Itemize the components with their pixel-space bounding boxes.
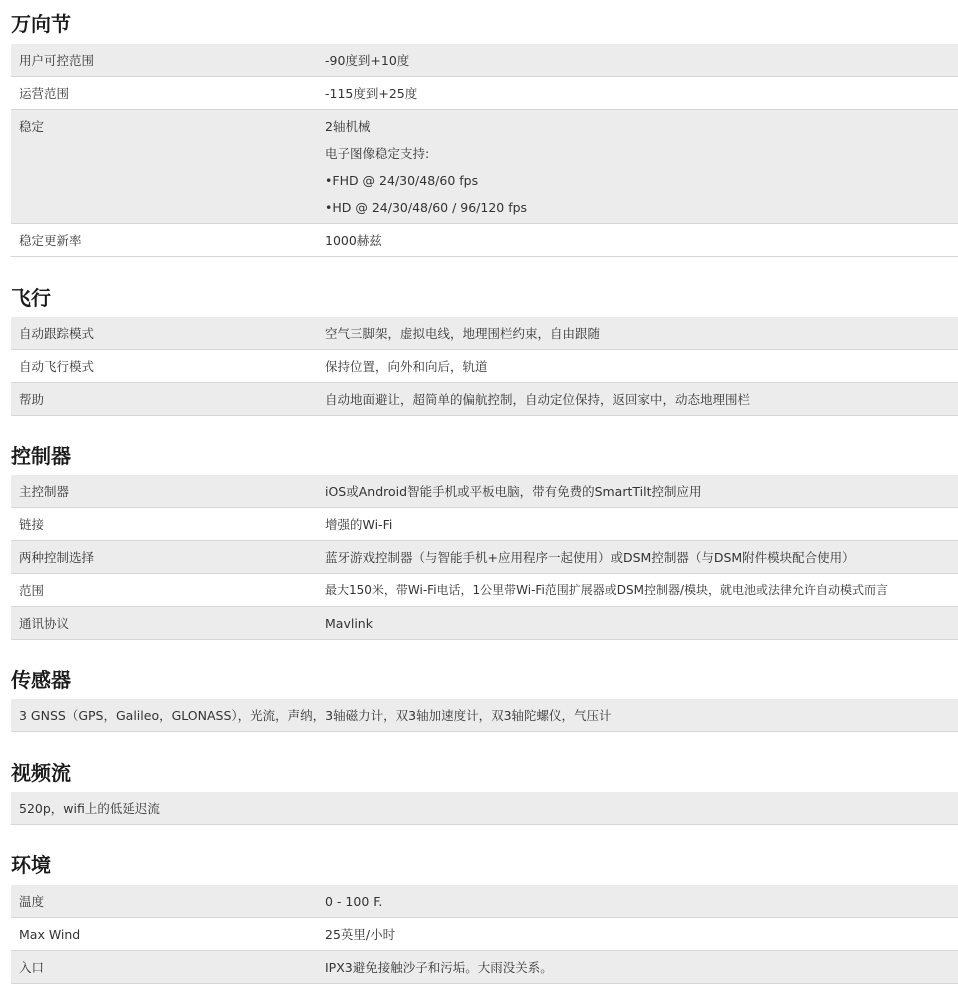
table-row [11, 508, 958, 541]
row-value [325, 110, 958, 223]
row-value: 520p，wifi上的低延迟流 [19, 801, 160, 816]
row-value: 自动地面避让，超简单的偏航控制，自动定位保持，返回家中，动态地理围栏 [325, 392, 751, 407]
table-row [11, 792, 958, 825]
row-label: 温度 [19, 894, 45, 909]
table-row [11, 951, 958, 984]
row-value: iOS或Android智能手机或平板电脑，带有免费的SmartTilt控制应用 [325, 484, 702, 499]
row-label: 入口 [19, 960, 45, 975]
row-value: 25英里/小时 [325, 927, 396, 942]
row-value: 1000赫兹 [325, 233, 382, 248]
row-label: 主控制器 [19, 484, 70, 499]
section-title-gimbal: 万向节 [11, 12, 71, 36]
table-row [11, 383, 958, 416]
section-title-flight: 飞行 [11, 286, 51, 310]
row-label: 稳定更新率 [19, 233, 82, 248]
table-row [11, 350, 958, 383]
table-row [11, 475, 958, 508]
section-title-sensors: 传感器 [11, 668, 71, 692]
table-row [11, 110, 958, 224]
row-label: 稳定 [19, 119, 45, 134]
row-label: 链接 [19, 517, 45, 532]
row-label: 范围 [19, 583, 45, 598]
row-label: 通讯协议 [19, 616, 70, 631]
value-line: •FHD @ 24/30/48/60 fps [325, 173, 479, 188]
row-label: 用户可控范围 [19, 53, 95, 68]
row-label: Max Wind [19, 927, 81, 942]
section-title-controller: 控制器 [11, 444, 71, 468]
table-row [11, 317, 958, 350]
video-table [11, 792, 958, 825]
row-label: 两种控制选择 [19, 550, 95, 565]
row-value: -115度到+25度 [325, 86, 418, 101]
section-title-environment: 环境 [11, 853, 51, 877]
row-value: 最大150米，带Wi-Fi电话，1公里带Wi-Fi范围扩展器或DSM控制器/模块，就电池或法律允许自动模式而言 [325, 583, 889, 597]
table-row [11, 541, 958, 574]
value-line: •HD @ 24/30/48/60 / 96/120 fps [325, 200, 528, 215]
row-label: 帮助 [19, 392, 45, 407]
row-value: 蓝牙游戏控制器（与智能手机+应用程序一起使用）或DSM控制器（与DSM附件模块配合使用） [325, 550, 855, 565]
value-line: 电子图像稳定支持: [325, 146, 430, 161]
table-row [11, 918, 958, 951]
sensors-table [11, 699, 958, 732]
value-line: 2轴机械 [325, 119, 371, 134]
section-title-video: 视频流 [11, 761, 71, 785]
table-row [11, 699, 958, 732]
table-row [11, 607, 958, 640]
table-row [11, 224, 958, 257]
row-value: 保持位置，向外和向后，轨道 [325, 359, 488, 374]
table-row [11, 885, 958, 918]
gimbal-table [11, 44, 958, 257]
row-label: 自动跟踪模式 [19, 326, 95, 341]
row-value: 增强的Wi-Fi [325, 517, 393, 532]
row-value: 3 GNSS（GPS，Galileo，GLONASS），光流，声纳，3轴磁力计，双3轴加速度计，双3轴陀螺仪，气压计 [19, 708, 612, 723]
row-label: 运营范围 [19, 86, 70, 101]
row-label: 自动飞行模式 [19, 359, 95, 374]
table-row [11, 574, 958, 607]
table-row [11, 44, 958, 77]
row-value: 空气三脚架，虚拟电线，地理围栏约束，自由跟随 [325, 326, 601, 341]
row-value: Mavlink [325, 616, 373, 631]
row-value: IPX3避免接触沙子和污垢。大雨没关系。 [325, 960, 553, 975]
row-value: 0 - 100 F. [325, 894, 383, 909]
controller-table [11, 475, 958, 640]
row-value: -90度到+10度 [325, 53, 410, 68]
table-row [11, 77, 958, 110]
environment-table [11, 885, 958, 984]
flight-table [11, 317, 958, 416]
